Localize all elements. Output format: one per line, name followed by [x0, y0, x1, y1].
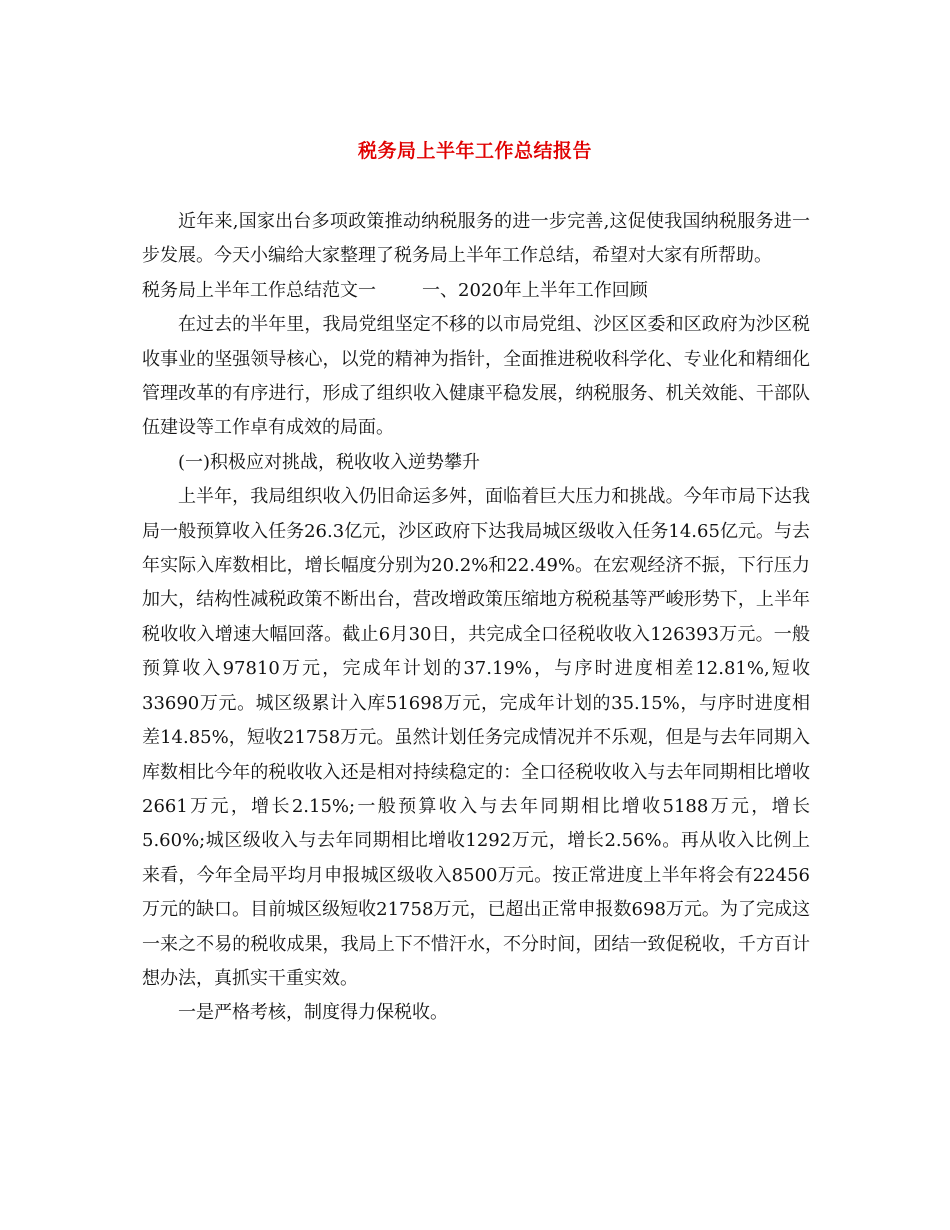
body-paragraph-2: 上半年，我局组织收入仍旧命运多舛，面临着巨大压力和挑战。今年市局下达我局一般预算收入任务26.3亿元，沙区政府下达我局城区级收入任务14.65亿元。与去年实际入库数相比，增长幅度分别为20.2%和22.49%。在宏观经济不振，下行压力加大，结构性减税政策不断出台，营改增政策压缩地方税税基等严峻形势下，上半年税收收入增速大幅回落。截止6月30日，共完成全口径税收收入126393万元。一般预算收入97810万元，完成年计划的37.19%，与序时进度相差12.81%,短收33690万元。城区级累计入库51698万元，完成年计划的35.15%，与序时进度相差14.85%，短收21758万元。虽然计划任务完成情况并不乐观，但是与去年同期入库数相比今年的税收收入还是相对持续稳定的：全口径税收收入与去年同期相比增收2661万元，增长2.15%;一般预算收入与去年同期相比增收5188万元，增长5.60%;城区级收入与去年同期相比增收1292万元，增长2.56%。再从收入比例上来看，今年全局平均月申报城区级收入8500万元。按正常进度上半年将会有22456万元的缺口。目前城区级短收21758万元，已超出正常申报数698万元。为了完成这一来之不易的税收成果，我局上下不惜汗水，不分时间，团结一致促税收，千方百计想办法，真抓实干重实效。	[142, 486, 810, 989]
body-paragraph-1: 在过去的半年里，我局党组坚定不移的以市局党组、沙区区委和区政府为沙区税收事业的坚强领导核心，以党的精神为指针，全面推进税收科学化、专业化和精细化管理改革的有序进行，形成了组织收入健康平稳发展，纳税服务、机关效能、干部队伍建设等工作卓有成效的局面。	[142, 314, 810, 439]
document-body	[142, 205, 810, 1031]
subheading-1: (一)积极应对挑战，税收收入逆势攀升	[178, 451, 481, 473]
section-heading: 一、2020年上半年工作回顾	[422, 279, 648, 301]
document-title: 税务局上半年工作总结报告	[357, 140, 592, 162]
section-line	[142, 274, 810, 308]
section-label: 税务局上半年工作总结范文一	[142, 279, 376, 301]
subheading-2: 一是严格考核，制度得力保税收。	[178, 1002, 448, 1024]
intro-paragraph: 近年来,国家出台多项政策推动纳税服务的进一步完善,这促使我国纳税服务进一步发展。今天小编给大家整理了税务局上半年工作总结，希望对大家有所帮助。	[142, 211, 810, 267]
